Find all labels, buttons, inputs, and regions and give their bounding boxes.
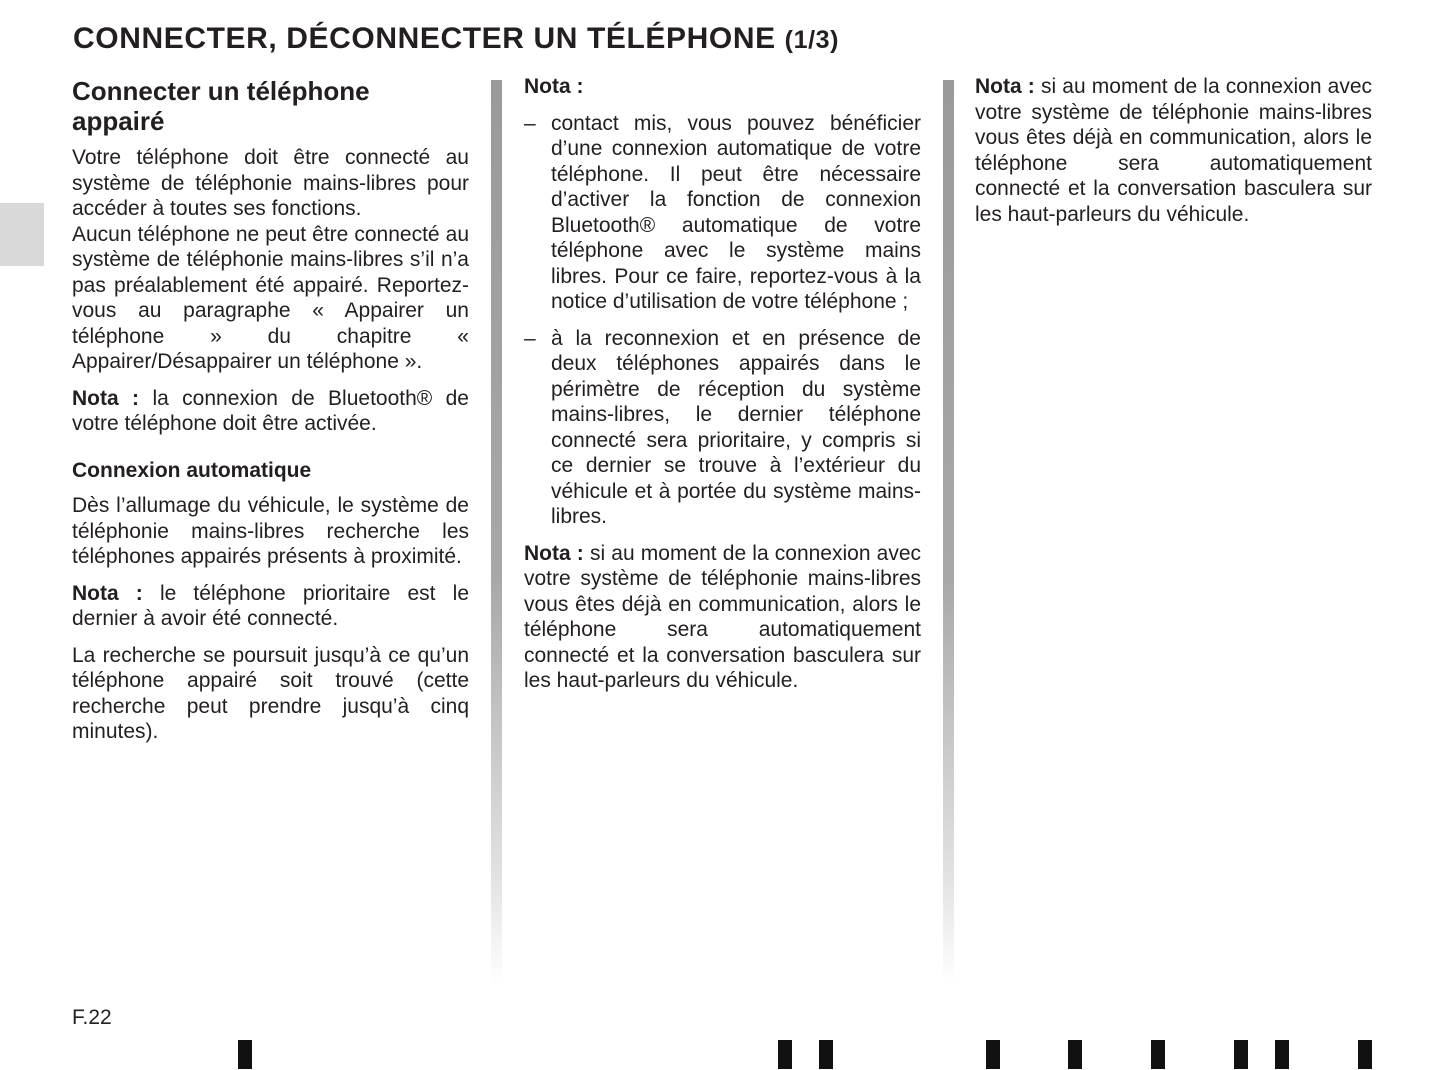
page-title: [73, 22, 839, 56]
print-registration-mark: [778, 1040, 792, 1069]
print-registration-mark: [819, 1040, 833, 1069]
column-divider-1: [491, 80, 502, 985]
section-side-tab: [0, 203, 44, 266]
section-heading-line-2: appairé: [72, 106, 165, 136]
nota-text: si au moment de la connexion avec votre système de téléphonie mains-libres vous êtes déjà en communication, alors le téléphone sera automatiquement connecté et la conversation basculera sur les haut-parleurs du véhicule.: [524, 541, 921, 692]
page-part-indicator: (1/3): [784, 26, 840, 54]
list-item: – contact mis, vous pouvez bénéficier d’une connexion automatique de votre téléphone. Il peut être nécessaire d’activer la fonction de connexion Bluetooth® automatique de votre téléphone avec le système mains libres. Pour ce faire, reportez-vous à la notice d’utilisation de votre téléphone ;: [524, 111, 921, 315]
paragraph-search-duration: La recherche se poursuit jusqu’à ce qu’un téléphone appairé soit trouvé (cette recherche peut prendre jusqu’à cinq minutes).: [72, 643, 469, 743]
nota-label: Nota :: [72, 581, 143, 605]
nota-bluetooth: [72, 386, 469, 437]
nota-label: Nota :: [72, 386, 140, 410]
paragraph-auto-search: Dès l’allumage du véhicule, le système de téléphonie mains-libres recherche les téléphones appairés présents à proximité.: [72, 494, 469, 568]
print-registration-mark: [1234, 1040, 1248, 1069]
nota-text: si au moment de la connexion avec votre système de téléphonie mains-libres vous êtes déjà en communication, alors le téléphone sera automatiquement connecté et la conversation basculera sur les haut-parleurs du véhicule.: [975, 75, 1372, 226]
column-2: [524, 74, 921, 705]
nota-in-call-repeat: [975, 74, 1372, 227]
print-registration-mark: [1358, 1040, 1372, 1069]
print-registration-mark: [1275, 1040, 1289, 1069]
nota-in-call: [524, 541, 921, 694]
print-registration-mark: [1068, 1040, 1082, 1069]
column-3: [975, 74, 1372, 238]
print-registration-mark: [1151, 1040, 1165, 1069]
nota-label: Nota :: [975, 75, 1035, 98]
paragraph-pairing-required: Aucun téléphone ne peut être connecté au système de téléphonie mains-libres s’il n’a pas préalablement été appairé. Reportez-vous au paragraphe « Appairer un téléphone » du chapitre « Appairer/Désappairer un téléphone ».: [72, 222, 469, 373]
column-divider-2: [943, 80, 954, 985]
section-heading-line-1: Connecter un téléphone: [72, 76, 370, 106]
nota-priority-phone: [72, 581, 469, 632]
list-item: – à la reconnexion et en présence de deux téléphones appairés dans le périmètre de réception du système mains-libres, le dernier téléphone connecté sera prioritaire, y compris si ce dernier se trouve à l’extérieur du véhicule et à portée du système mains-libres.: [524, 326, 921, 530]
page-title-text: CONNECTER, DÉCONNECTER UN TÉLÉPHONE: [73, 22, 776, 55]
page-number: F.22: [72, 1006, 112, 1029]
nota-text: le téléphone prioritaire est le dernier à avoir été connecté.: [72, 581, 469, 630]
column-1: [72, 74, 469, 756]
nota-list: [524, 111, 921, 530]
nota-text: la connexion de Bluetooth® de votre téléphone doit être activée.: [72, 386, 469, 435]
subheading-connexion-automatique: Connexion automatique: [72, 458, 312, 482]
nota-heading: Nota :: [524, 75, 584, 98]
print-registration-mark: [986, 1040, 1000, 1069]
section-heading: [72, 76, 469, 136]
nota-label: Nota :: [524, 541, 584, 565]
print-registration-mark: [238, 1040, 252, 1069]
paragraph-intro: Votre téléphone doit être connecté au système de téléphonie mains-libres pour accéder à toutes ses fonctions.: [72, 146, 469, 220]
